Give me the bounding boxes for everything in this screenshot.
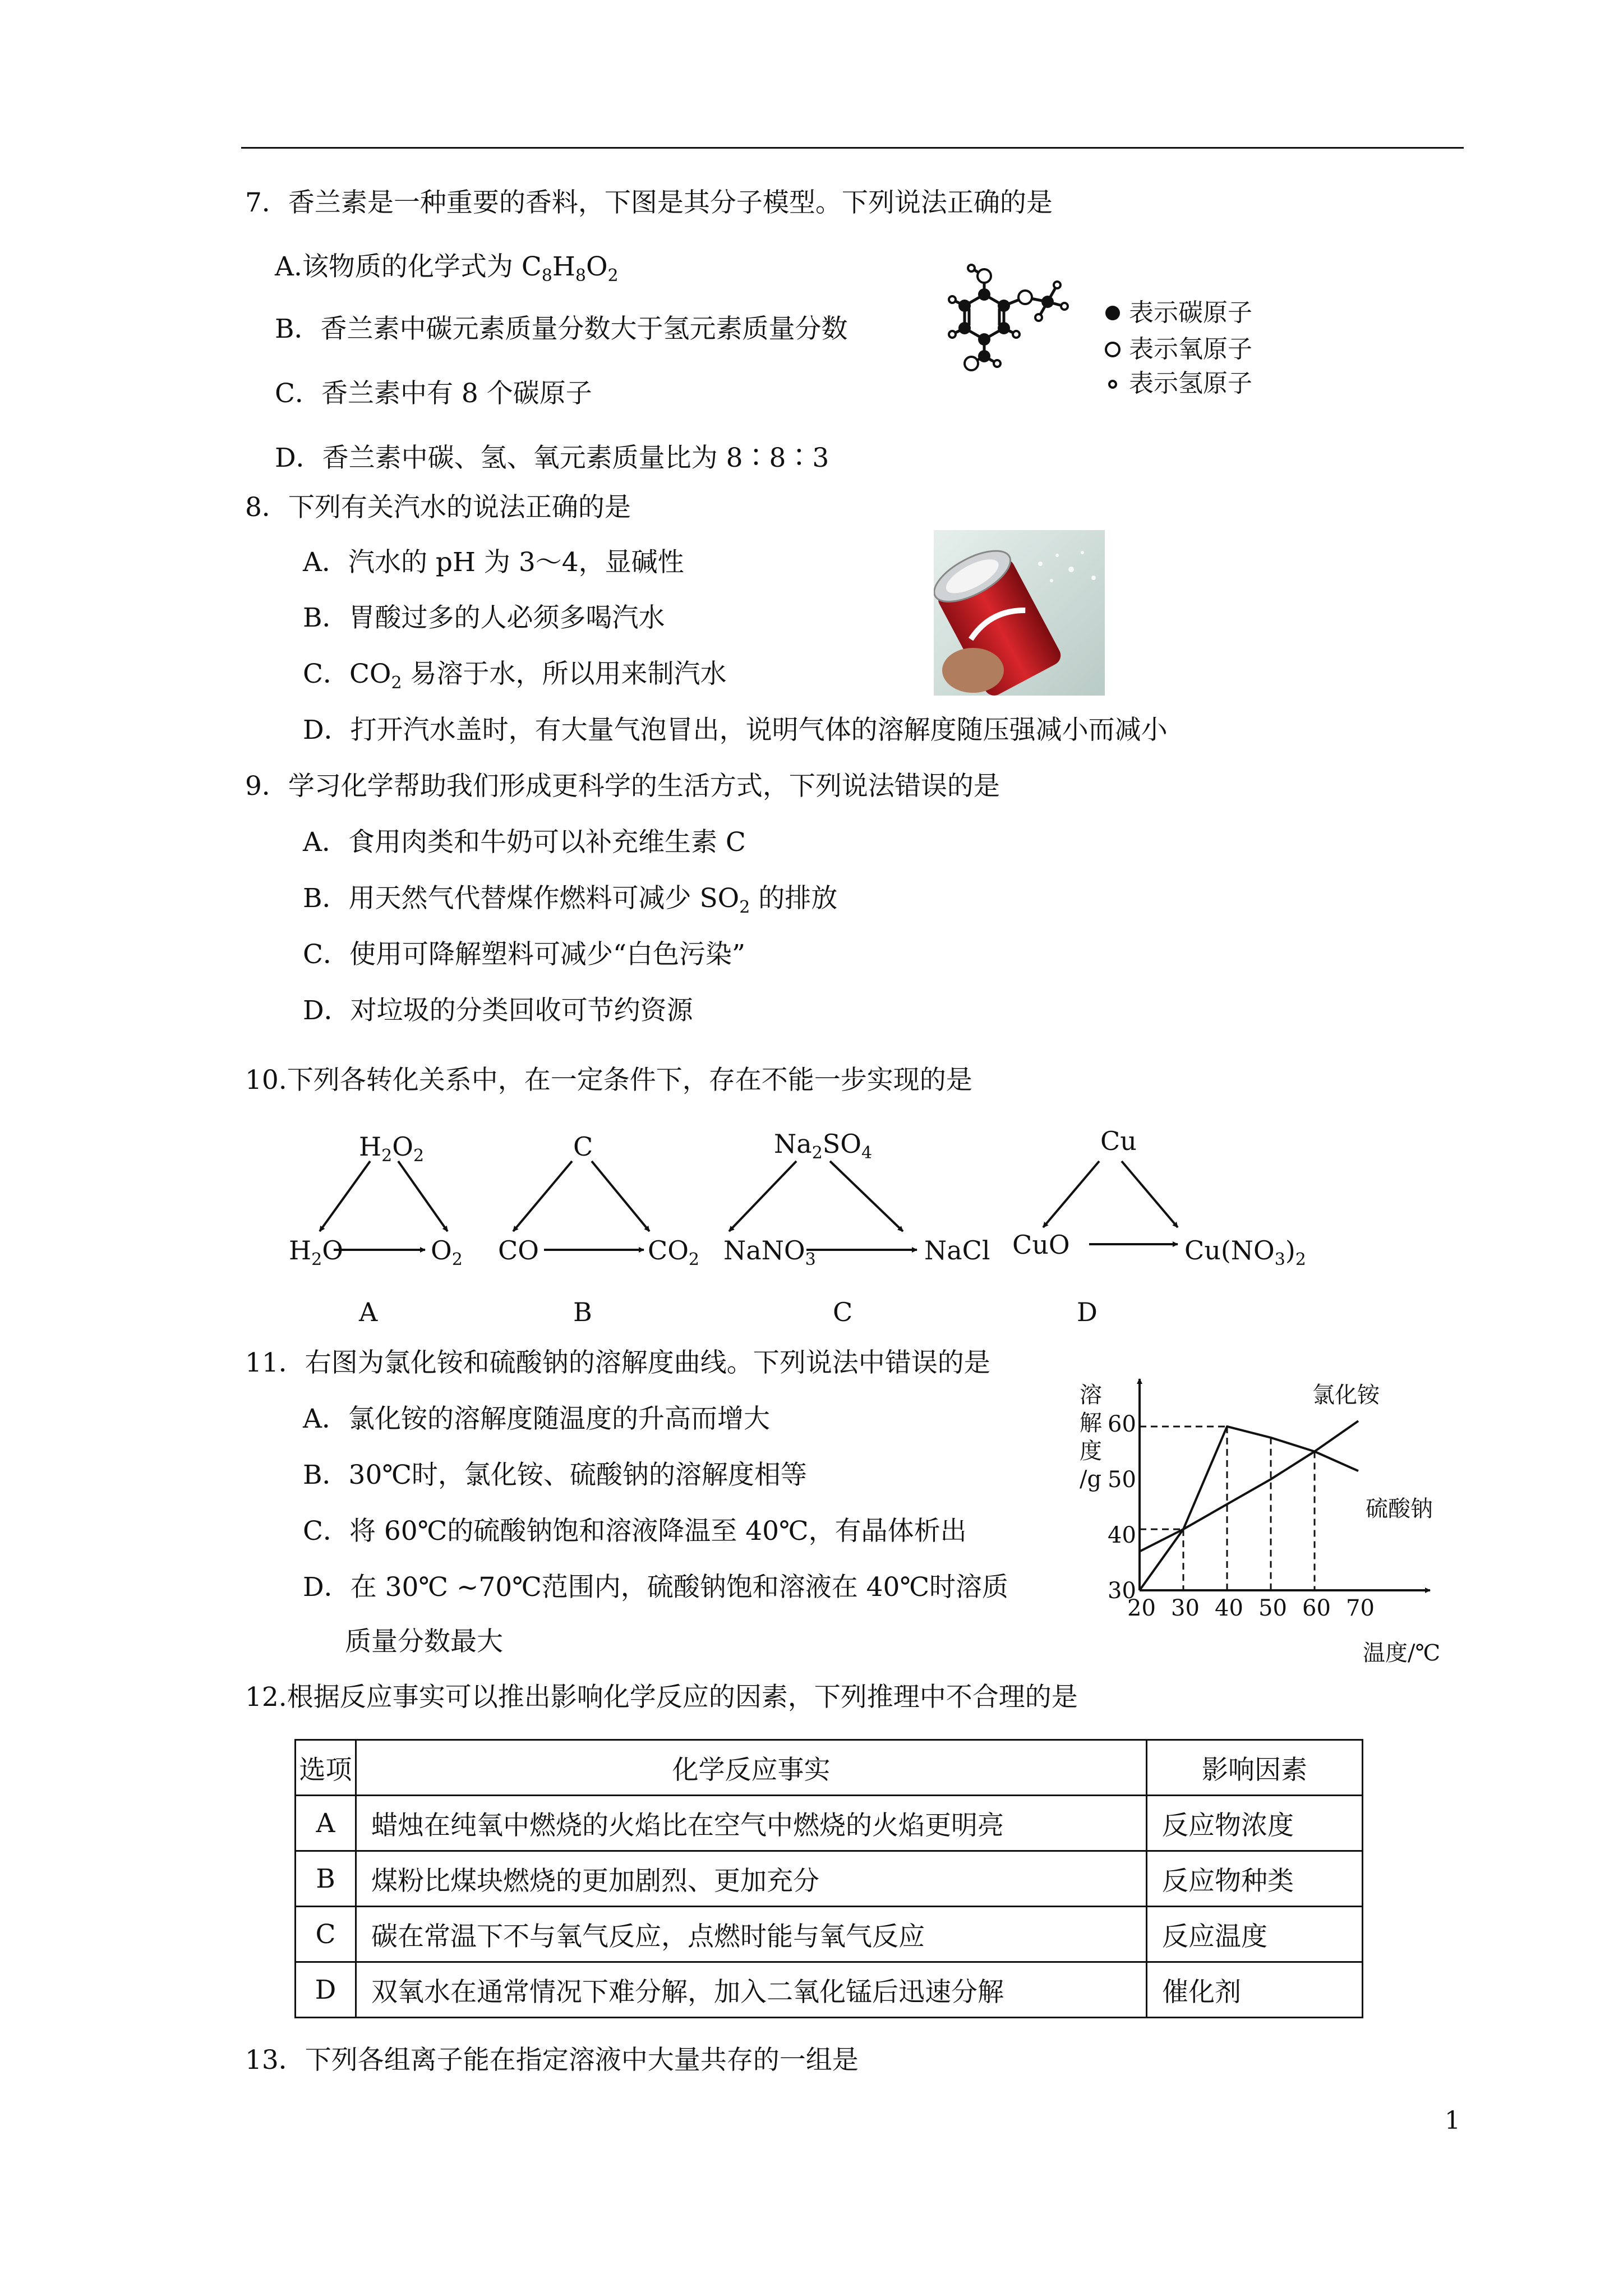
- header-option: 选项: [296, 1740, 356, 1796]
- diagram-c-right: NaCl: [924, 1235, 990, 1266]
- q10-stem: 10.下列各转化关系中，在一定条件下，存在不能一步实现的是: [245, 1065, 972, 1096]
- q9-option-b: B．用天然气代替煤作燃料可减少 $SO_2$ 的排放: [303, 883, 838, 917]
- legend-hydrogen-label: 表示氢原子: [1129, 369, 1252, 398]
- header-fact: 化学反应事实: [356, 1740, 1147, 1796]
- y-label-4: /g: [1080, 1466, 1102, 1492]
- diagram-b-right: $CO_2$: [648, 1235, 700, 1269]
- series-label-ammonium-chloride: 氯化铵: [1312, 1382, 1380, 1408]
- row-option: D: [296, 1962, 356, 2018]
- diagram-d-label: D: [1077, 1297, 1098, 1327]
- y-tick-60: 60: [1108, 1411, 1136, 1437]
- diagram-d-left: CuO: [1012, 1230, 1070, 1260]
- legend-carbon-label: 表示碳原子: [1129, 298, 1252, 327]
- q9-option-a: A．食用肉类和牛奶可以补充维生素 C: [303, 827, 746, 858]
- q11-option-d-line2: 质量分数最大: [345, 1626, 503, 1657]
- solubility-chart: [1054, 1369, 1492, 1672]
- header-factor: 影响因素: [1147, 1740, 1363, 1796]
- y-label-2: 解: [1080, 1410, 1102, 1436]
- q11-option-b: B．30℃时，氯化铵、硫酸钠的溶解度相等: [303, 1460, 807, 1490]
- table-row: [296, 1796, 1363, 1851]
- table-row: [296, 1962, 1363, 2018]
- row-factor: 反应物浓度: [1147, 1796, 1363, 1851]
- x-tick-60: 60: [1302, 1595, 1331, 1621]
- row-fact: 碳在常温下不与氧气反应，点燃时能与氧气反应: [356, 1907, 1147, 1962]
- x-axis-label: 温度/℃: [1363, 1640, 1441, 1666]
- y-tick-30: 30: [1108, 1578, 1136, 1604]
- q11-option-c: C．将 60℃的硫酸钠饱和溶液降温至 40℃，有晶体析出: [303, 1516, 967, 1547]
- oxygen-atom-icon: [1106, 343, 1119, 356]
- diagram-a-top: $H_2O_2$: [359, 1131, 425, 1166]
- q11-option-d-line1: D．在 30℃ ~70℃范围内，硫酸钠饱和溶液在 40℃时溶质: [303, 1572, 1009, 1603]
- diagram-c-label: C: [833, 1297, 853, 1327]
- x-tick-40: 40: [1215, 1595, 1243, 1621]
- molecule-legend: [1104, 296, 1272, 403]
- diagram-a-right: $O_2$: [431, 1235, 463, 1269]
- row-factor: 催化剂: [1147, 1962, 1363, 2018]
- row-fact: 蜡烛在纯氧中燃烧的火焰比在空气中燃烧的火焰更明亮: [356, 1796, 1147, 1851]
- q11-option-a: A．氯化铵的溶解度随温度的升高而增大: [303, 1404, 770, 1434]
- row-factor: 反应温度: [1147, 1907, 1363, 1962]
- diagram-b-top: C: [573, 1131, 593, 1162]
- row-fact: 双氧水在通常情况下难分解，加入二氧化锰后迅速分解: [356, 1962, 1147, 2018]
- diagram-b-left: CO: [498, 1235, 539, 1266]
- carbon-atom-icon: [1105, 306, 1120, 320]
- q7-option-d: D．香兰素中碳、氢、氧元素质量比为 8∶8∶3: [275, 443, 829, 473]
- diagram-c-top: $Na_2SO_4$: [774, 1129, 873, 1163]
- row-factor: 反应物种类: [1147, 1851, 1363, 1907]
- diagram-a-label: A: [359, 1297, 378, 1327]
- q13-stem: 13．下列各组离子能在指定溶液中大量共存的一组是: [245, 2045, 859, 2076]
- x-tick-20: 20: [1127, 1595, 1156, 1621]
- reaction-factors-table: [294, 1739, 1363, 2018]
- q8-option-a: A．汽水的 pH 为 3～4，显碱性: [303, 547, 684, 578]
- conversion-diagrams: [280, 1122, 1324, 1341]
- table-row: [296, 1851, 1363, 1907]
- q9-stem: 9．学习化学帮助我们形成更科学的生活方式，下列说法错误的是: [245, 771, 1000, 802]
- q11-stem: 11．右图为氯化铵和硫酸钠的溶解度曲线。下列说法中错误的是: [245, 1347, 990, 1378]
- legend-oxygen-label: 表示氧原子: [1129, 335, 1252, 364]
- table-header-row: [296, 1740, 1363, 1796]
- q12-stem: 12.根据反应事实可以推出影响化学反应的因素，下列推理中不合理的是: [245, 1682, 1078, 1713]
- table-row: [296, 1907, 1363, 1962]
- diagram-d-top: Cu: [1100, 1126, 1137, 1156]
- x-tick-70: 70: [1346, 1595, 1375, 1621]
- q9-option-d: D．对垃圾的分类回收可节约资源: [303, 995, 693, 1026]
- x-tick-50: 50: [1258, 1595, 1287, 1621]
- header-rule: [241, 147, 1464, 149]
- diagram-b-label: B: [573, 1297, 592, 1327]
- series-line-0: [1140, 1421, 1358, 1552]
- hydrogen-atom-icon: [1109, 381, 1116, 388]
- y-label-1: 溶: [1080, 1382, 1102, 1408]
- q8-option-b: B．胃酸过多的人必须多喝汽水: [303, 602, 665, 633]
- row-option: A: [296, 1796, 356, 1851]
- series-line-1: [1140, 1427, 1358, 1590]
- q7-option-b: B．香兰素中碳元素质量分数大于氢元素质量分数: [275, 314, 848, 344]
- diagram-d-right: $Cu(NO_3)_2$: [1184, 1235, 1306, 1269]
- series-label-sodium-sulfate: 硫酸钠: [1366, 1496, 1433, 1522]
- y-tick-50: 50: [1108, 1467, 1136, 1493]
- y-tick-40: 40: [1108, 1522, 1136, 1548]
- row-fact: 煤粉比煤块燃烧的更加剧烈、更加充分: [356, 1851, 1147, 1907]
- x-tick-30: 30: [1171, 1595, 1200, 1621]
- diagram-a-left: $H_2O$: [289, 1235, 343, 1269]
- q7-stem: 7．香兰素是一种重要的香料，下图是其分子模型。下列说法正确的是: [245, 187, 1053, 218]
- q7-option-c: C．香兰素中有 8 个碳原子: [275, 378, 592, 409]
- q8-option-d: D．打开汽水盖时，有大量气泡冒出，说明气体的溶解度随压强减小而减小: [303, 715, 1168, 746]
- row-option: C: [296, 1907, 356, 1962]
- page-number: 1: [1445, 2106, 1460, 2135]
- y-label-3: 度: [1080, 1438, 1102, 1464]
- q8-option-c: C．$CO_2$ 易溶于水，所以用来制汽水: [303, 659, 727, 693]
- row-option: B: [296, 1851, 356, 1907]
- legend-markers: [1104, 296, 1126, 403]
- soda-can-photo: [934, 530, 1105, 696]
- diagram-c-left: NaNO$_3$: [723, 1235, 816, 1269]
- q8-stem: 8．下列有关汽水的说法正确的是: [245, 492, 631, 523]
- q7-option-a: A.该物质的化学式为 $C_8H_8O_2$: [275, 251, 619, 286]
- q9-option-c: C．使用可降解塑料可减少“白色污染”: [303, 939, 746, 970]
